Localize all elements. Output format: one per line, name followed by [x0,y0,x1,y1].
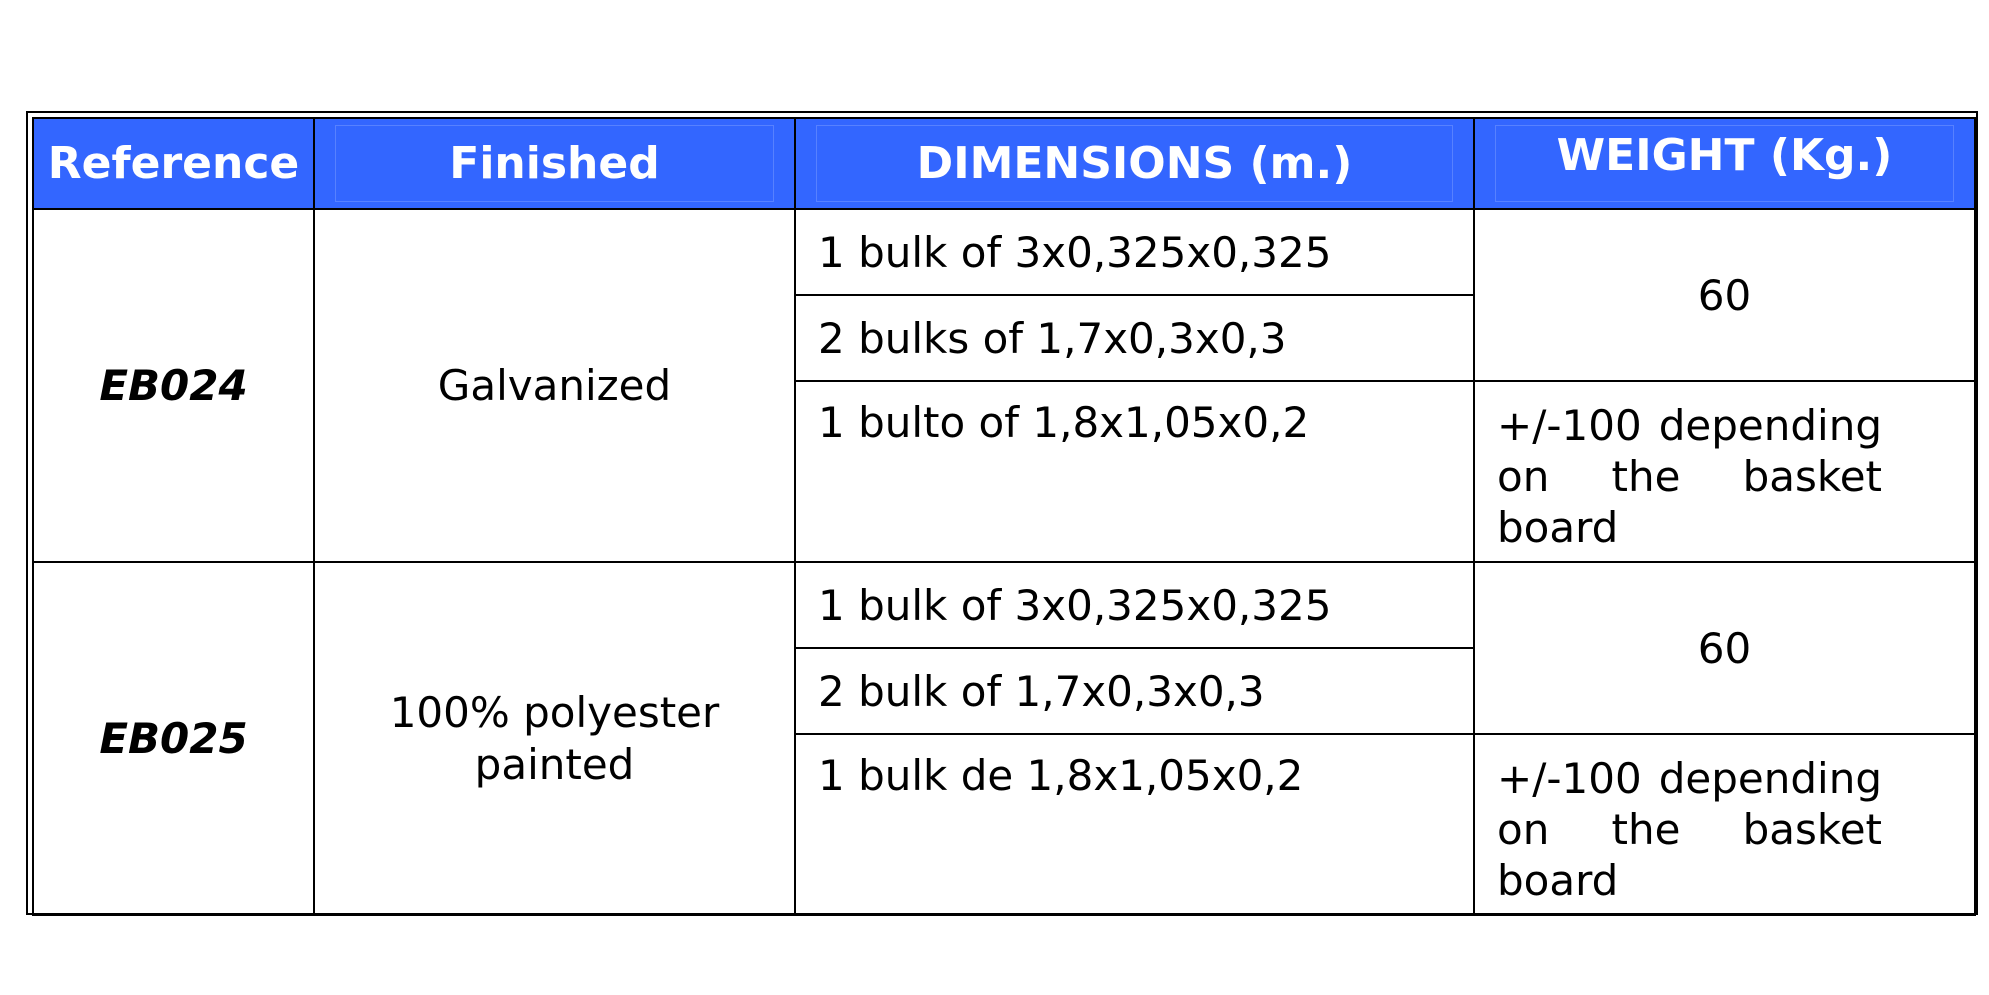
weight-cell: 60 [1474,209,1975,381]
header-reference: Reference [33,118,314,209]
dimension-cell: 1 bulto of 1,8x1,05x0,2 [795,381,1474,562]
header-weight: WEIGHT (Kg.) [1474,118,1975,209]
header-row [33,118,1975,209]
finished-cell: 100% polyester painted [314,562,795,915]
dimension-cell: 1 bulk de 1,8x1,05x0,2 [795,734,1474,915]
dimension-cell: 2 bulks of 1,7x0,3x0,3 [795,295,1474,381]
table-row [33,209,1975,295]
weight-cell: +/-100 depending on the basket board [1474,734,1975,915]
reference-cell: EB025 [33,562,314,915]
table-row [33,562,1975,648]
header-finished: Finished [314,118,795,209]
dimension-cell: 2 bulk of 1,7x0,3x0,3 [795,648,1474,734]
weight-cell: 60 [1474,562,1975,734]
weight-cell: +/-100 depending on the basket board [1474,381,1975,562]
finished-cell: Galvanized [314,209,795,562]
dimension-cell: 1 bulk of 3x0,325x0,325 [795,562,1474,648]
header-dimensions: DIMENSIONS (m.) [795,118,1474,209]
reference-cell: EB024 [33,209,314,562]
product-spec-table [32,117,1976,916]
dimension-cell: 1 bulk of 3x0,325x0,325 [795,209,1474,295]
